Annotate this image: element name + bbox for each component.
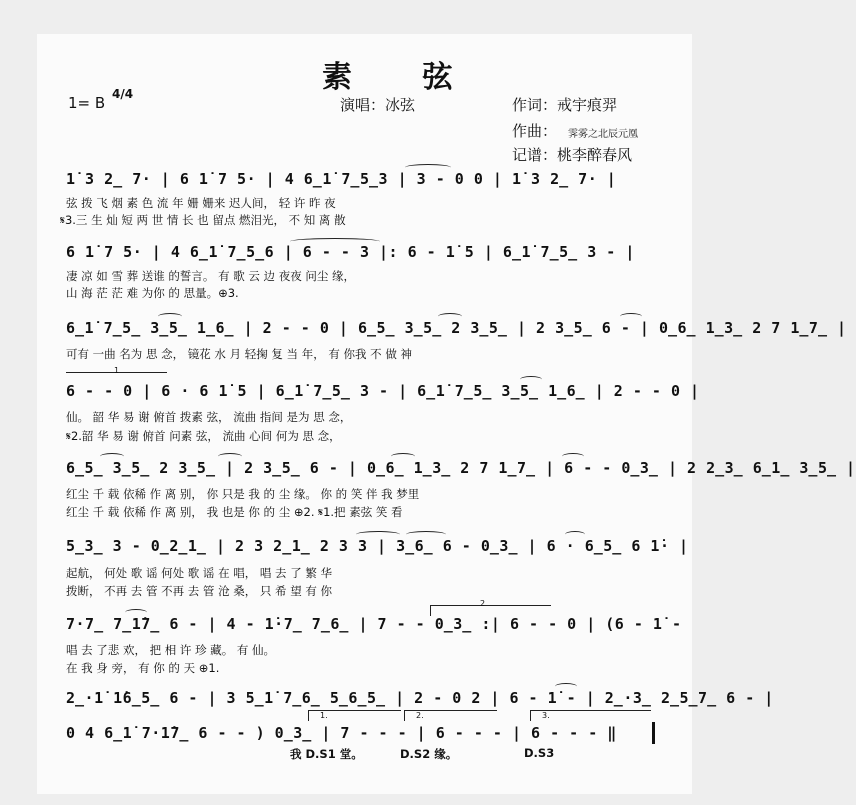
coda-label-3: D.S3 xyxy=(524,746,555,760)
volta-number: 2 xyxy=(480,599,486,608)
lyric-row-3a: 可有 一曲 名为 思 念， 镜花 水 月 轻掬 复 当 年， 有 你我 不 做 神 xyxy=(66,347,412,361)
tie-mark xyxy=(125,609,147,616)
composer-label: 作曲： xyxy=(512,122,558,140)
lyric-row-5a: 红尘 千 载 依稀 作 离 别， 你 只是 我 的 尘 缘。 你 的 笑 伴 我 梦里 xyxy=(66,487,420,501)
lyric-row-2b: 山 海 茫 茫 难 为你 的 思量。⊕3. xyxy=(66,286,239,300)
notation-row-9: 0 4 6̲1̇ 7·1̇7̲ 6 - - ) 0̲3̲ | 7 - - - | 6 - - - | 6 - - - ‖ xyxy=(66,724,617,742)
lyric-row-4a: 仙。 韶 华 易 谢 俯首 拨素 弦， 流曲 指间 是为 思 念， xyxy=(66,410,352,424)
transcriber-credit: 记谱：桃李醉春风 xyxy=(512,146,633,164)
tie-mark xyxy=(391,453,415,460)
tie-mark xyxy=(520,376,542,383)
tie-mark xyxy=(356,531,400,538)
tie-mark xyxy=(555,683,577,690)
lyric-row-6a: 起航， 何处 歌 谣 何处 歌 谣 在 唱， 唱 去 了 繁 华 xyxy=(66,566,333,580)
lyric-row-1b: 𝄋3.三 生 灿 短 两 世 情 长 也 留点 燃泪光， 不 知 离 散 xyxy=(60,213,346,227)
notation-row-8: 2̲·1̇ 1̇6̲5̲ 6 - | 3 5̲1̇ 7̲6̲ 5̲6̲5̲ | 2 - 0 2 | 6 - 1̇ - | 2̲·3̲ 2̲5̲7̲ 6 - | xyxy=(66,689,774,707)
tie-mark xyxy=(158,313,182,320)
tie-mark xyxy=(565,531,585,538)
tie-mark xyxy=(290,238,380,245)
time-signature: 4/4 xyxy=(112,87,134,101)
song-title: 素 弦 xyxy=(322,60,483,95)
lyric-row-7a: 唱 去 了悲 欢， 把 相 许 珍 藏。 有 仙。 xyxy=(66,643,276,657)
key-signature: 1= B xyxy=(68,94,106,112)
notation-row-6: 5̲3̲ 3 - 0̲2̲1̲ | 2 3 2̲1̲ 2 3 3 | 3̲6̲ 6 - 0̲3̲ | 6 · 6̲5̲ 6 1̇· | xyxy=(66,537,689,555)
lyric-row-4b: 𝄋2.韶 华 易 谢 俯首 问素 弦， 流曲 心间 何为 思 念， xyxy=(66,429,341,443)
lyric-row-7b: 在 我 身 旁， 有 你 的 天 ⊕1. xyxy=(66,661,220,675)
volta-number: 1. xyxy=(320,711,328,720)
notation-row-2: 6 1̇ 7 5· | 4 6̲1̇ 7̲5̲6 | 6 - - 3 |: 6 - 1̇ 5 | 6̲1̇ 7̲5̲ 3 - | xyxy=(66,243,635,261)
final-barline xyxy=(652,722,655,744)
coda-label-1: 我 D.S1 堂。 xyxy=(290,747,363,761)
tie-mark xyxy=(620,313,642,320)
lyric-row-1a: 弦 拨 飞 烟 素 色 流 年 姗 姗来 迟人间， 轻 许 昨 夜 xyxy=(66,196,336,210)
coda-label-2: D.S2 缘。 xyxy=(400,747,458,761)
composer-name: 霁雾之北辰元凰 xyxy=(568,129,638,140)
lyricist-credit: 作词：戒宇痕羿 xyxy=(512,96,618,114)
tie-mark xyxy=(405,164,451,171)
tie-mark xyxy=(438,313,462,320)
tie-mark xyxy=(406,531,446,538)
notation-row-7: 7·7̲ 7̲1̇7̲ 6 - | 4 - 1̇·7̲ 7̲6̲ | 7 - - 0̲3̲ :| 6 - - 0 | (6 - 1̇ - xyxy=(66,615,682,633)
volta-number: 1 xyxy=(114,366,120,375)
lyric-row-5b: 红尘 千 载 依稀 作 离 别， 我 也是 你 的 尘 ⊕2. 𝄋1.把 素弦 笑 看 xyxy=(66,505,403,519)
tie-mark xyxy=(100,453,124,460)
notation-row-4: 6 - - 0 | 6 · 6 1̇ 5 | 6̲1̇ 7̲5̲ 3 - | 6̲1̇ 7̲5̲ 3̲5̲ 1̲6̲ | 2 - - 0 | xyxy=(66,382,700,400)
notation-row-5: 6̲5̲ 3̲5̲ 2 3̲5̲ | 2 3̲5̲ 6 - | 0̲6̲ 1̲3̲ 2 7 1̲7̲ | 6 - - 0̲3̲ | 2 2̲3̲ 6̲1̲ 3̲5̲ | xyxy=(66,459,856,477)
lyric-row-2a: 凄 凉 如 雪 葬 送谁 的誓言。 有 歌 云 边 夜夜 问尘 缘， xyxy=(66,269,356,283)
singer-credit: 演唱：冰弦 xyxy=(340,96,416,114)
notation-row-1: 1̇ 3 2̲ 7· | 6 1̇ 7 5· | 4 6̲1̇ 7̲5̲3 | 3 - 0 0 | 1̇ 3 2̲ 7· | xyxy=(66,170,617,188)
notation-row-3: 6̲1̇ 7̲5̲ 3̲5̲ 1̲6̲ | 2 - - 0 | 6̲5̲ 3̲5̲ 2 3̲5̲ | 2 3̲5̲ 6 - | 0̲6̲ 1̲3̲ 2 7 1̲7̲ | xyxy=(66,319,847,337)
tie-mark xyxy=(218,453,242,460)
volta-number: 2. xyxy=(416,711,424,720)
tie-mark xyxy=(562,453,584,460)
lyric-row-6b: 拨断， 不再 去 管 不再 去 管 沧 桑， 只 希 望 有 你 xyxy=(66,584,333,598)
volta-number: 3. xyxy=(542,711,550,720)
